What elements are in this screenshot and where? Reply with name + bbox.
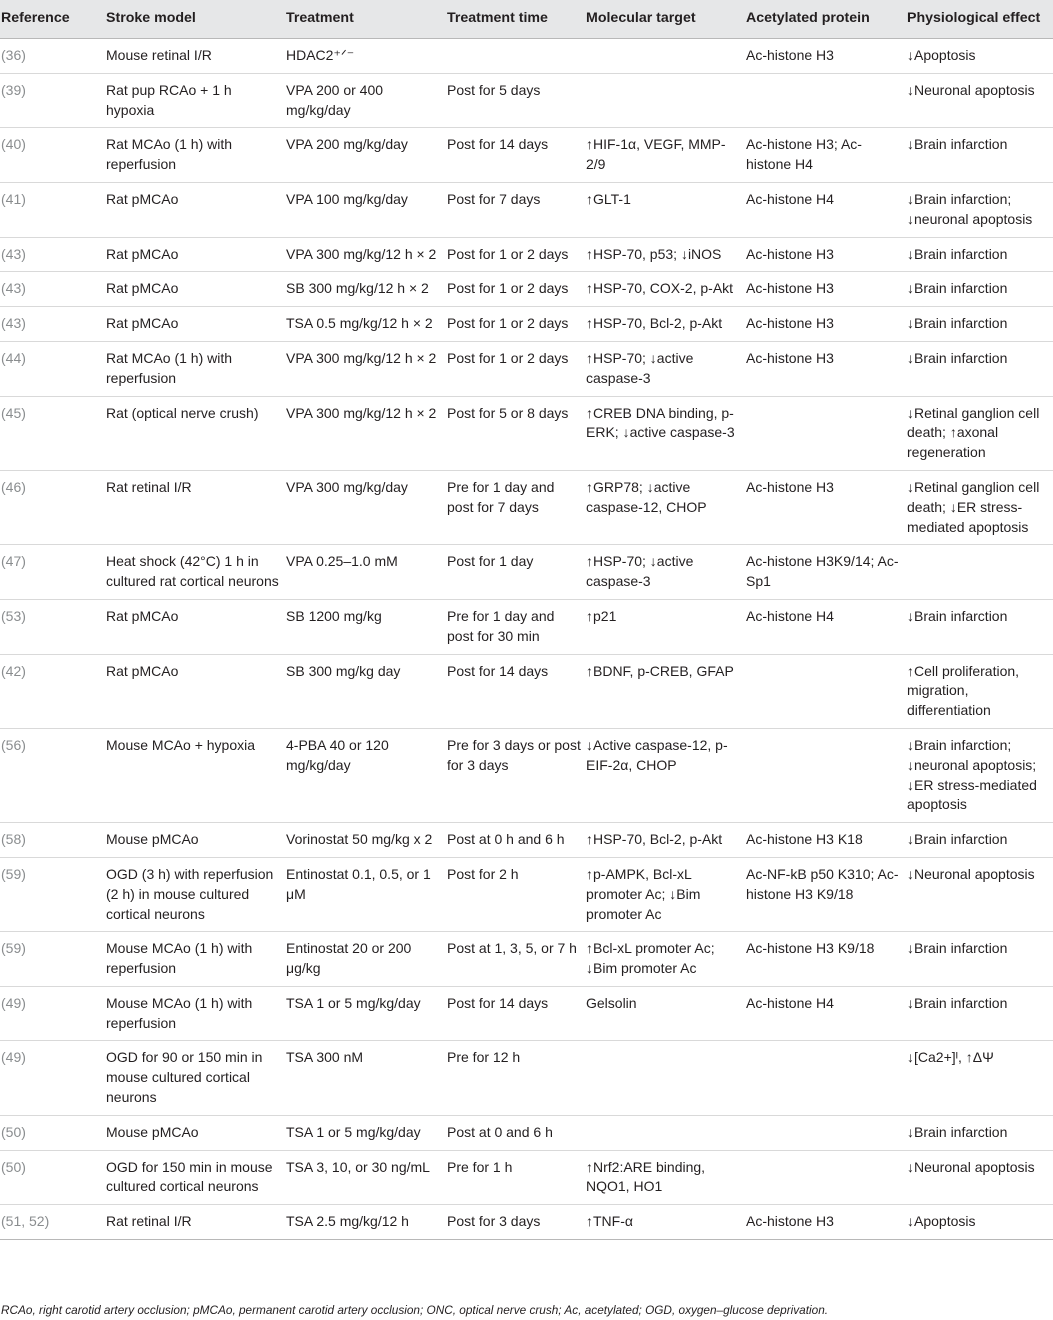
header-treatment-time: Treatment time: [447, 0, 586, 39]
cell-treatment: VPA 300 mg/kg/day: [286, 470, 447, 544]
cell-treatment: TSA 0.5 mg/kg/12 h × 2: [286, 307, 447, 342]
cell-molecular-target: ↑HSP-70; ↓active caspase-3: [586, 341, 746, 396]
cell-acetylated-protein: Ac-histone H3: [746, 470, 907, 544]
cell-acetylated-protein: Ac-histone H4: [746, 986, 907, 1041]
cell-physiological-effect: ↓Brain infarction: [907, 307, 1053, 342]
cell-stroke-model: Rat (optical nerve crush): [106, 396, 286, 470]
cell-treatment: Entinostat 0.1, 0.5, or 1 μM: [286, 857, 447, 931]
cell-treatment-time: Post for 14 days: [447, 986, 586, 1041]
cell-treatment-time: Post for 3 days: [447, 1205, 586, 1240]
cell-treatment-time: Post for 5 or 8 days: [447, 396, 586, 470]
cell-physiological-effect: ↓Apoptosis: [907, 1205, 1053, 1240]
cell-treatment-time: Post for 14 days: [447, 654, 586, 728]
cell-physiological-effect: ↓Brain infarction: [907, 932, 1053, 987]
table-footnote: RCAo, right carotid artery occlusion; pMCAo, permanent carotid artery occlusion; ONC, optical nerve crush; Ac, acetylated; OGD, oxygen–glucose deprivation.: [1, 1303, 829, 1317]
cell-acetylated-protein: Ac-histone H3 K9/18: [746, 932, 907, 987]
table-row: [0, 307, 1053, 342]
cell-stroke-model: Rat retinal I/R: [106, 1205, 286, 1240]
cell-reference[interactable]: (59): [0, 932, 106, 987]
cell-stroke-model: Rat pMCAo: [106, 237, 286, 272]
table-row: [0, 932, 1053, 987]
cell-treatment-time: Post at 1, 3, 5, or 7 h: [447, 932, 586, 987]
cell-stroke-model: Rat retinal I/R: [106, 470, 286, 544]
cell-molecular-target: ↑Nrf2:ARE binding, NQO1, HO1: [586, 1150, 746, 1205]
cell-physiological-effect: ↓Brain infarction: [907, 341, 1053, 396]
cell-treatment: VPA 0.25–1.0 mM: [286, 545, 447, 600]
cell-treatment: Entinostat 20 or 200 μg/kg: [286, 932, 447, 987]
cell-reference[interactable]: (46): [0, 470, 106, 544]
cell-treatment-time: Post for 2 h: [447, 857, 586, 931]
cell-reference[interactable]: (58): [0, 823, 106, 858]
cell-physiological-effect: ↓Neuronal apoptosis: [907, 73, 1053, 128]
cell-molecular-target: ↑HSP-70, Bcl-2, p-Akt: [586, 307, 746, 342]
cell-treatment-time: Pre for 1 day and post for 30 min: [447, 599, 586, 654]
cell-treatment: TSA 2.5 mg/kg/12 h: [286, 1205, 447, 1240]
cell-stroke-model: Rat pMCAo: [106, 182, 286, 237]
cell-treatment-time: Post for 14 days: [447, 128, 586, 183]
table-row: [0, 986, 1053, 1041]
table-row: [0, 654, 1053, 728]
cell-reference[interactable]: (47): [0, 545, 106, 600]
table-row: [0, 128, 1053, 183]
cell-treatment-time: Post for 1 or 2 days: [447, 272, 586, 307]
cell-physiological-effect: ↓Apoptosis: [907, 39, 1053, 74]
cell-treatment: VPA 200 mg/kg/day: [286, 128, 447, 183]
cell-molecular-target: Gelsolin: [586, 986, 746, 1041]
cell-stroke-model: Mouse MCAo (1 h) with reperfusion: [106, 986, 286, 1041]
cell-molecular-target: [586, 73, 746, 128]
cell-stroke-model: Rat pMCAo: [106, 307, 286, 342]
cell-stroke-model: Rat MCAo (1 h) with reperfusion: [106, 128, 286, 183]
cell-molecular-target: ↑GLT-1: [586, 182, 746, 237]
cell-molecular-target: ↑p21: [586, 599, 746, 654]
cell-acetylated-protein: [746, 654, 907, 728]
cell-physiological-effect: ↓Brain infarction: [907, 986, 1053, 1041]
cell-treatment: TSA 300 nM: [286, 1041, 447, 1115]
cell-stroke-model: Rat MCAo (1 h) with reperfusion: [106, 341, 286, 396]
table-row: [0, 1150, 1053, 1205]
cell-physiological-effect: ↓Retinal ganglion cell death; ↑axonal regeneration: [907, 396, 1053, 470]
cell-reference[interactable]: (50): [0, 1115, 106, 1150]
cell-treatment: VPA 200 or 400 mg/kg/day: [286, 73, 447, 128]
cell-acetylated-protein: Ac-histone H3: [746, 39, 907, 74]
cell-treatment-time: Pre for 1 h: [447, 1150, 586, 1205]
cell-physiological-effect: ↓Neuronal apoptosis: [907, 857, 1053, 931]
cell-molecular-target: [586, 39, 746, 74]
cell-molecular-target: ↑HSP-70, p53; ↓iNOS: [586, 237, 746, 272]
cell-molecular-target: ↑HSP-70, Bcl-2, p-Akt: [586, 823, 746, 858]
cell-reference[interactable]: (53): [0, 599, 106, 654]
table-body: [0, 39, 1053, 1240]
cell-acetylated-protein: Ac-histone H3: [746, 237, 907, 272]
cell-stroke-model: Rat pMCAo: [106, 272, 286, 307]
cell-molecular-target: ↑GRP78; ↓active caspase-12, CHOP: [586, 470, 746, 544]
cell-reference[interactable]: (43): [0, 307, 106, 342]
cell-treatment-time: Post for 1 or 2 days: [447, 237, 586, 272]
cell-physiological-effect: ↓Neuronal apoptosis: [907, 1150, 1053, 1205]
cell-treatment-time: Post for 5 days: [447, 73, 586, 128]
cell-acetylated-protein: Ac-histone H3: [746, 272, 907, 307]
cell-molecular-target: [586, 1115, 746, 1150]
cell-molecular-target: ↑Bcl-xL promoter Ac; ↓Bim promoter Ac: [586, 932, 746, 987]
cell-stroke-model: Mouse MCAo (1 h) with reperfusion: [106, 932, 286, 987]
cell-physiological-effect: ↓Brain infarction: [907, 823, 1053, 858]
cell-treatment-time: Pre for 12 h: [447, 1041, 586, 1115]
cell-treatment: VPA 300 mg/kg/12 h × 2: [286, 341, 447, 396]
cell-molecular-target: ↑HSP-70, COX-2, p-Akt: [586, 272, 746, 307]
cell-treatment: SB 1200 mg/kg: [286, 599, 447, 654]
cell-treatment-time: [447, 39, 586, 74]
cell-reference[interactable]: (39): [0, 73, 106, 128]
cell-treatment: Vorinostat 50 mg/kg x 2: [286, 823, 447, 858]
header-reference: Reference: [0, 0, 106, 39]
cell-treatment-time: Post at 0 and 6 h: [447, 1115, 586, 1150]
table-row: [0, 272, 1053, 307]
cell-physiological-effect: ↑Cell proliferation, migration, differentiation: [907, 654, 1053, 728]
cell-reference[interactable]: (43): [0, 237, 106, 272]
cell-acetylated-protein: [746, 1150, 907, 1205]
cell-acetylated-protein: [746, 1041, 907, 1115]
table-row: [0, 39, 1053, 74]
cell-stroke-model: Mouse retinal I/R: [106, 39, 286, 74]
cell-acetylated-protein: Ac-histone H3 K18: [746, 823, 907, 858]
cell-acetylated-protein: Ac-histone H3: [746, 341, 907, 396]
cell-reference[interactable]: (41): [0, 182, 106, 237]
cell-reference[interactable]: (59): [0, 857, 106, 931]
table-row: [0, 823, 1053, 858]
table-row: [0, 599, 1053, 654]
cell-reference[interactable]: (49): [0, 1041, 106, 1115]
cell-molecular-target: ↓Active caspase-12, p-EIF-2α, CHOP: [586, 728, 746, 822]
cell-acetylated-protein: [746, 396, 907, 470]
cell-reference[interactable]: (45): [0, 396, 106, 470]
cell-reference[interactable]: (42): [0, 654, 106, 728]
cell-physiological-effect: ↓Brain infarction: [907, 599, 1053, 654]
cell-treatment: TSA 3, 10, or 30 ng/mL: [286, 1150, 447, 1205]
cell-stroke-model: OGD for 150 min in mouse cultured cortical neurons: [106, 1150, 286, 1205]
header-physiological-effect: Physiological effect: [907, 0, 1053, 39]
table-row: [0, 857, 1053, 931]
cell-molecular-target: ↑p-AMPK, Bcl-xL promoter Ac; ↓Bim promoter Ac: [586, 857, 746, 931]
cell-reference[interactable]: (50): [0, 1150, 106, 1205]
cell-treatment: 4-PBA 40 or 120 mg/kg/day: [286, 728, 447, 822]
cell-molecular-target: [586, 1041, 746, 1115]
table-row: [0, 470, 1053, 544]
cell-treatment-time: Post for 1 or 2 days: [447, 307, 586, 342]
cell-treatment: TSA 1 or 5 mg/kg/day: [286, 986, 447, 1041]
cell-reference[interactable]: (49): [0, 986, 106, 1041]
cell-physiological-effect: ↓Brain infarction: [907, 128, 1053, 183]
cell-treatment-time: Pre for 1 day and post for 7 days: [447, 470, 586, 544]
cell-stroke-model: Rat pup RCAo + 1 h hypoxia: [106, 73, 286, 128]
cell-physiological-effect: ↓Brain infarction; ↓neuronal apoptosis; ↓ER stress-mediated apoptosis: [907, 728, 1053, 822]
table-row: [0, 396, 1053, 470]
cell-molecular-target: ↑HIF-1α, VEGF, MMP-2/9: [586, 128, 746, 183]
cell-treatment-time: Post for 1 or 2 days: [447, 341, 586, 396]
cell-treatment: VPA 300 mg/kg/12 h × 2: [286, 396, 447, 470]
cell-physiological-effect: ↓[Ca2+]ᴵ, ↑ΔΨ: [907, 1041, 1053, 1115]
cell-physiological-effect: ↓Brain infarction; ↓neuronal apoptosis: [907, 182, 1053, 237]
cell-treatment-time: Post at 0 h and 6 h: [447, 823, 586, 858]
cell-acetylated-protein: Ac-histone H3K9/14; Ac-Sp1: [746, 545, 907, 600]
header-treatment: Treatment: [286, 0, 447, 39]
cell-physiological-effect: ↓Brain infarction: [907, 237, 1053, 272]
cell-treatment-time: Post for 1 day: [447, 545, 586, 600]
table-row: [0, 73, 1053, 128]
cell-physiological-effect: [907, 545, 1053, 600]
header-acetylated-protein: Acetylated protein: [746, 0, 907, 39]
cell-reference[interactable]: (40): [0, 128, 106, 183]
header-stroke-model: Stroke model: [106, 0, 286, 39]
cell-molecular-target: ↑BDNF, p-CREB, GFAP: [586, 654, 746, 728]
cell-treatment: SB 300 mg/kg day: [286, 654, 447, 728]
cell-acetylated-protein: Ac-histone H3: [746, 1205, 907, 1240]
table-row: [0, 1205, 1053, 1240]
cell-acetylated-protein: [746, 1115, 907, 1150]
table-row: [0, 1041, 1053, 1115]
cell-stroke-model: Heat shock (42°C) 1 h in cultured rat cortical neurons: [106, 545, 286, 600]
cell-stroke-model: Rat pMCAo: [106, 654, 286, 728]
table-row: [0, 237, 1053, 272]
cell-stroke-model: Mouse pMCAo: [106, 823, 286, 858]
table-row: [0, 545, 1053, 600]
cell-treatment: SB 300 mg/kg/12 h × 2: [286, 272, 447, 307]
cell-stroke-model: Mouse MCAo + hypoxia: [106, 728, 286, 822]
cell-treatment: HDAC2⁺ᐟ⁻: [286, 39, 447, 74]
cell-molecular-target: ↑TNF-α: [586, 1205, 746, 1240]
cell-reference[interactable]: (56): [0, 728, 106, 822]
cell-treatment: VPA 300 mg/kg/12 h × 2: [286, 237, 447, 272]
cell-acetylated-protein: [746, 728, 907, 822]
header-molecular-target: Molecular target: [586, 0, 746, 39]
table-row: [0, 728, 1053, 822]
cell-reference[interactable]: (44): [0, 341, 106, 396]
cell-reference[interactable]: (43): [0, 272, 106, 307]
cell-acetylated-protein: Ac-histone H4: [746, 599, 907, 654]
table-header: [0, 0, 1053, 39]
cell-stroke-model: OGD (3 h) with reperfusion (2 h) in mouse cultured cortical neurons: [106, 857, 286, 931]
cell-treatment: TSA 1 or 5 mg/kg/day: [286, 1115, 447, 1150]
cell-physiological-effect: ↓Retinal ganglion cell death; ↓ER stress-mediated apoptosis: [907, 470, 1053, 544]
cell-physiological-effect: ↓Brain infarction: [907, 1115, 1053, 1150]
cell-stroke-model: Mouse pMCAo: [106, 1115, 286, 1150]
cell-stroke-model: OGD for 90 or 150 min in mouse cultured cortical neurons: [106, 1041, 286, 1115]
table-row: [0, 182, 1053, 237]
cell-acetylated-protein: Ac-histone H3; Ac-histone H4: [746, 128, 907, 183]
cell-treatment: VPA 100 mg/kg/day: [286, 182, 447, 237]
cell-molecular-target: ↑CREB DNA binding, p-ERK; ↓active caspase-3: [586, 396, 746, 470]
cell-reference[interactable]: (51, 52): [0, 1205, 106, 1240]
cell-acetylated-protein: Ac-histone H3: [746, 307, 907, 342]
cell-treatment-time: Post for 7 days: [447, 182, 586, 237]
cell-stroke-model: Rat pMCAo: [106, 599, 286, 654]
cell-acetylated-protein: Ac-NF-kB p50 K310; Ac-histone H3 K9/18: [746, 857, 907, 931]
cell-treatment-time: Pre for 3 days or post for 3 days: [447, 728, 586, 822]
table-row: [0, 341, 1053, 396]
header-row: [0, 0, 1053, 39]
table-row: [0, 1115, 1053, 1150]
cell-acetylated-protein: Ac-histone H4: [746, 182, 907, 237]
cell-reference[interactable]: (36): [0, 39, 106, 74]
cell-acetylated-protein: [746, 73, 907, 128]
cell-physiological-effect: ↓Brain infarction: [907, 272, 1053, 307]
cell-molecular-target: ↑HSP-70; ↓active caspase-3: [586, 545, 746, 600]
